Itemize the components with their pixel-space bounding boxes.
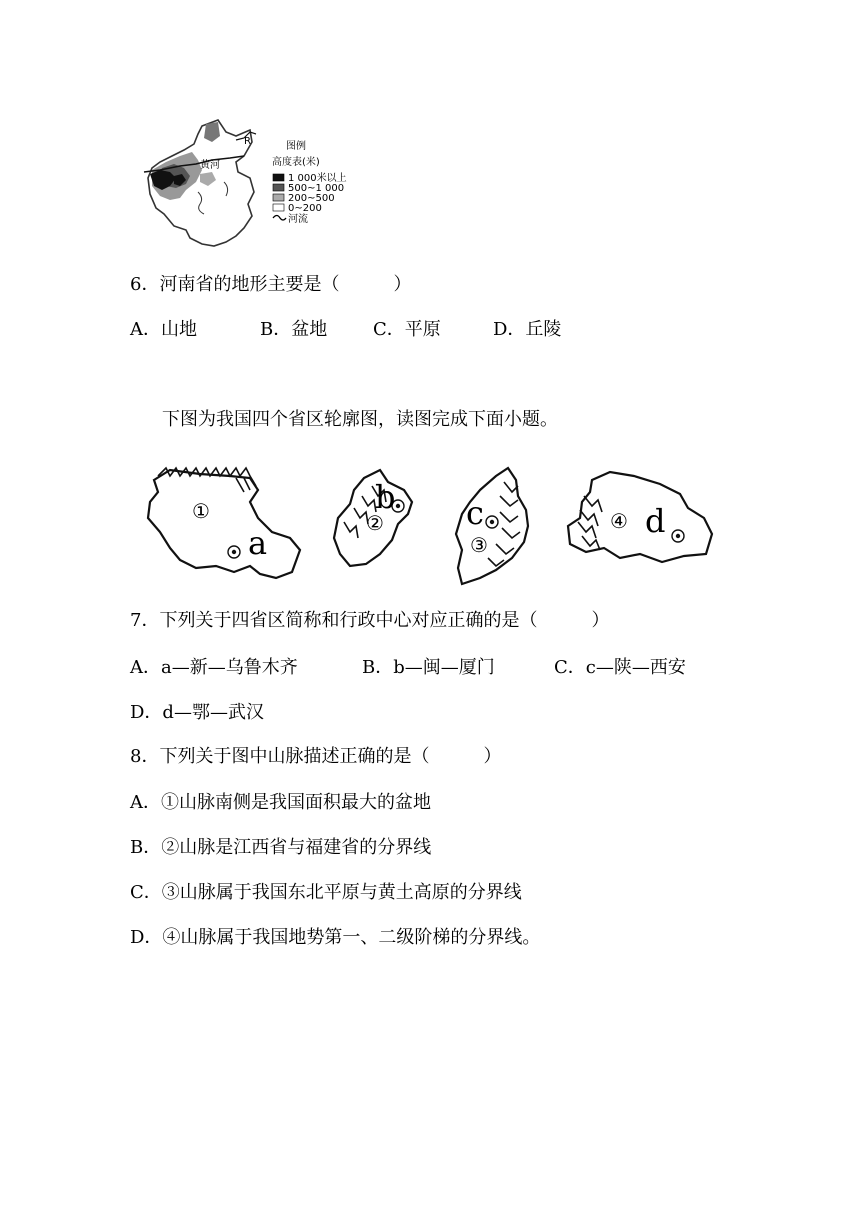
q8-option-c[interactable]: C．③山脉属于我国东北平原与黄土高原的分界线 xyxy=(130,882,522,903)
q8-option-a[interactable]: A．①山脉南侧是我国面积最大的盆地 xyxy=(130,792,431,813)
map-label-c: c xyxy=(466,494,484,532)
intro-text: 下图为我国四个省区轮廓图，读图完成下面小题。 xyxy=(162,409,558,430)
province-map-4 xyxy=(568,472,712,562)
legend-item: 1 000米以上 xyxy=(288,173,347,184)
legend-item: 500~1 000 xyxy=(288,183,345,194)
map-label-b: b xyxy=(375,478,396,516)
q7-option-a[interactable]: A．a—新—乌鲁木齐 xyxy=(130,657,298,678)
q8-option-b[interactable]: B．②山脉是江西省与福建省的分界线 xyxy=(130,837,432,858)
q7-stem: 7．下列关于四省区简称和行政中心对应正确的是（ ） xyxy=(130,610,610,631)
q7-option-b[interactable]: B．b—闽—厦门 xyxy=(362,657,495,678)
legend-subtitle: 高度表(米) xyxy=(272,157,320,168)
map-river-label: 黄河 xyxy=(200,160,220,171)
q6-stem: 6．河南省的地形主要是（ ） xyxy=(130,274,412,295)
q6-option-d[interactable]: D．丘陵 xyxy=(493,319,562,340)
map-label-2: ② xyxy=(366,511,384,535)
map-label-1: ① xyxy=(192,499,210,523)
legend-item: 200~500 xyxy=(288,193,335,204)
province-outline-maps xyxy=(140,462,720,592)
province-map-1 xyxy=(148,470,300,578)
legend-item: 河流 xyxy=(288,214,308,225)
q6-option-a[interactable]: A．山地 xyxy=(130,319,197,340)
map-label-3: ③ xyxy=(470,533,488,557)
legend-item: 0~200 xyxy=(288,203,322,214)
q7-option-c[interactable]: C．c—陕—西安 xyxy=(554,657,686,678)
legend-title: 图例 xyxy=(286,141,306,152)
map-label-a: a xyxy=(248,524,268,562)
q6-option-b[interactable]: B．盆地 xyxy=(260,319,328,340)
map-r-label: R xyxy=(244,136,251,147)
map-label-d: d xyxy=(645,502,666,540)
q6-option-c[interactable]: C．平原 xyxy=(373,319,441,340)
q8-stem: 8．下列关于图中山脉描述正确的是（ ） xyxy=(130,746,502,767)
q8-option-d[interactable]: D．④山脉属于我国地势第一、二级阶梯的分界线。 xyxy=(130,927,541,948)
q7-option-d[interactable]: D．d—鄂—武汉 xyxy=(130,702,264,723)
map-label-4: ④ xyxy=(610,509,628,533)
